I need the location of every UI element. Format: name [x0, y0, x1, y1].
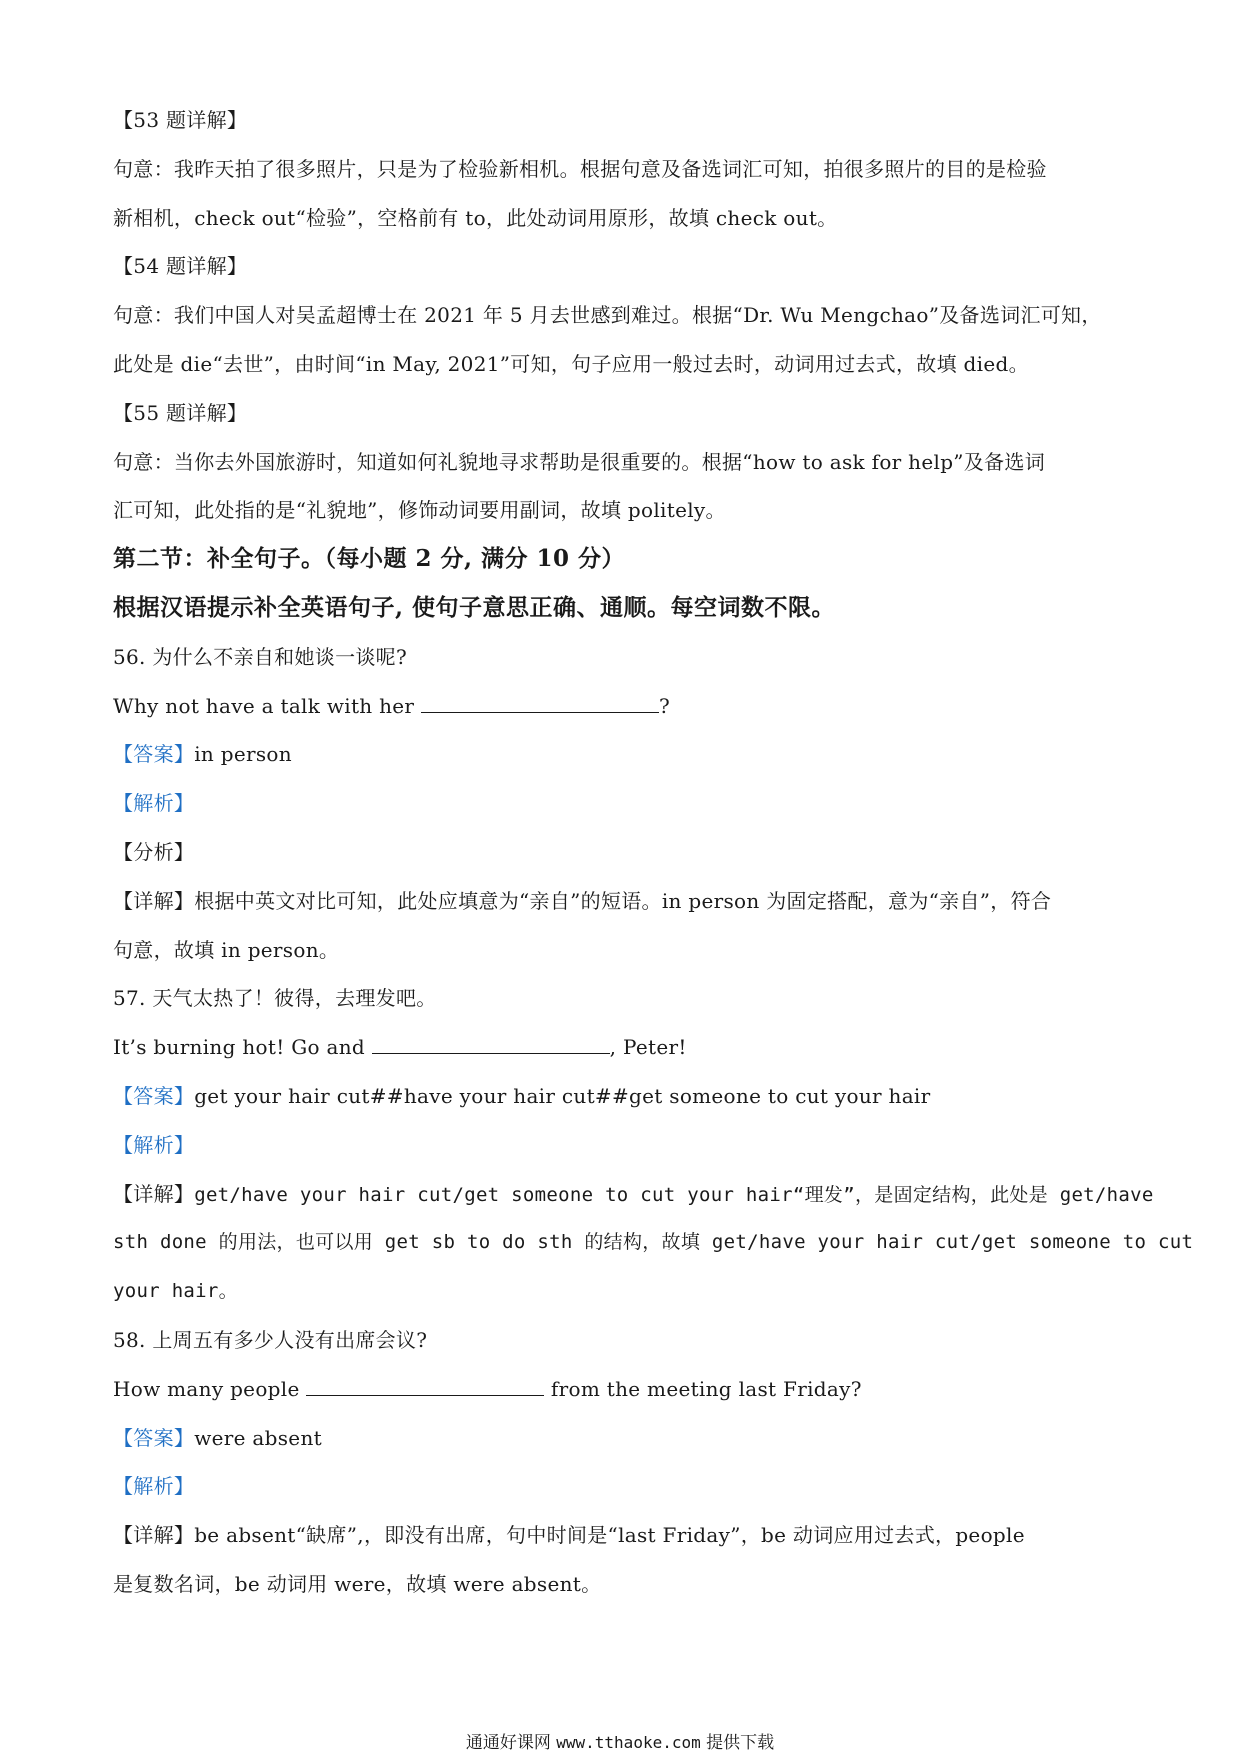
footer-site-name: 通通好课网	[465, 1733, 551, 1753]
q57-detail-line-1	[113, 1170, 1154, 1219]
q56-answer-text: in person	[194, 742, 292, 767]
q57-detail-line-2: sth done 的用法，也可以用 get sb to do sth 的结构，故填 get/have your hair cut/get someone to cut	[113, 1231, 1194, 1254]
q56-sentence-start: Why not have a talk with her	[113, 693, 421, 718]
q54-line-1: 句意：我们中国人对吴孟超博士在 2021 年 5 月去世感到难过。根据“Dr. Wu Mengchao”及备选词汇可知，	[113, 303, 1102, 328]
q58-english-sentence	[113, 1365, 1133, 1414]
footer-suffix: 提供下载	[706, 1733, 775, 1753]
document-page	[113, 96, 1194, 1609]
q56-answer-blank	[421, 692, 659, 713]
page-footer	[0, 1728, 1240, 1753]
q58-detail-line-1	[113, 1511, 1133, 1560]
q55-line-1: 句意：当你去外国旅游时，知道如何礼貌地寻求帮助是很重要的。根据“how to ask for help”及备选词	[113, 449, 1046, 474]
q56-detail-line-2: 句意，故填 in person。	[113, 937, 340, 962]
q56-detail-tag: 【详解】	[113, 888, 195, 913]
q58-answer-text: were absent	[194, 1425, 322, 1450]
q57-english-sentence	[113, 1023, 1133, 1072]
q56-analysis-tag: 【解析】	[113, 791, 195, 816]
q56-english-sentence	[113, 682, 1133, 731]
q55-line-2: 汇可知，此处指的是“礼貌地”，修饰动词要用副词，故填 politely。	[113, 498, 726, 523]
q58-sentence-start: How many people	[113, 1376, 307, 1401]
q57-detail-line-3: your hair。	[113, 1280, 238, 1303]
q58-detail-tag: 【详解】	[113, 1523, 195, 1548]
q58-sentence-end: from the meeting last Friday?	[544, 1376, 862, 1401]
q58-chinese-prompt: 58. 上周五有多少人没有出席会议?	[113, 1327, 428, 1352]
q58-detail-line-2: 是复数名词，be 动词用 were，故填 were absent。	[113, 1571, 602, 1596]
footer-url: www.tthaoke.com	[556, 1733, 701, 1752]
q57-answer-blank	[372, 1033, 610, 1054]
section-title: 第二节：补全句子。（每小题 2 分, 满分 10 分）	[113, 545, 626, 573]
q57-answer-tag: 【答案】	[113, 1083, 195, 1108]
q57-analysis-tag: 【解析】	[113, 1132, 195, 1157]
q53-line-1: 句意：我昨天拍了很多照片，只是为了检验新相机。根据句意及备选词汇可知，拍很多照片的目的是检验	[113, 156, 1047, 181]
q57-sentence-start: It’s burning hot! Go and	[113, 1035, 372, 1060]
q56-detail-text: 根据中英文对比可知，此处应填意为“亲自”的短语。in person 为固定搭配，意为“亲自”，符合	[194, 888, 1052, 913]
q54-heading: 【54 题详解】	[113, 254, 248, 279]
q57-answer-row	[113, 1072, 1133, 1121]
q54-line-2: 此处是 die“去世”，由时间“in May, 2021”可知，句子应用一般过去时，动词用过去式，故填 died。	[113, 351, 1029, 376]
q57-sentence-end: , Peter!	[609, 1035, 687, 1060]
q56-answer-tag: 【答案】	[113, 742, 195, 767]
q56-detail-line-1	[113, 877, 1133, 926]
q56-answer-row	[113, 730, 1133, 779]
q58-detail-text: be absent“缺席”,，即没有出席，句中时间是“last Friday”，be 动词应用过去式，people	[194, 1523, 1025, 1548]
q56-sentence-end: ?	[658, 693, 670, 718]
section-instruction: 根据汉语提示补全英语句子, 使句子意思正确、通顺。每空词数不限。	[113, 593, 836, 621]
q57-detail-text: get/have your hair cut/get someone to cut your hair“理发”，是固定结构，此处是 get/have	[194, 1183, 1154, 1206]
q57-detail-tag: 【详解】	[113, 1181, 195, 1206]
q57-chinese-prompt: 57. 天气太热了！彼得，去理发吧。	[113, 986, 437, 1011]
q58-answer-tag: 【答案】	[113, 1425, 195, 1450]
q53-line-2: 新相机，check out“检验”，空格前有 to，此处动词用原形，故填 check out。	[113, 205, 838, 230]
q58-analysis-tag: 【解析】	[113, 1474, 195, 1499]
q58-answer-blank	[306, 1375, 544, 1396]
q58-answer-row	[113, 1414, 1133, 1463]
q56-fenxi-tag: 【分析】	[113, 839, 195, 864]
q57-answer-text: get your hair cut##have your hair cut##get someone to cut your hair	[194, 1083, 931, 1108]
q56-chinese-prompt: 56. 为什么不亲自和她谈一谈呢?	[113, 644, 407, 669]
q53-heading: 【53 题详解】	[113, 108, 248, 132]
q55-heading: 【55 题详解】	[113, 400, 248, 425]
